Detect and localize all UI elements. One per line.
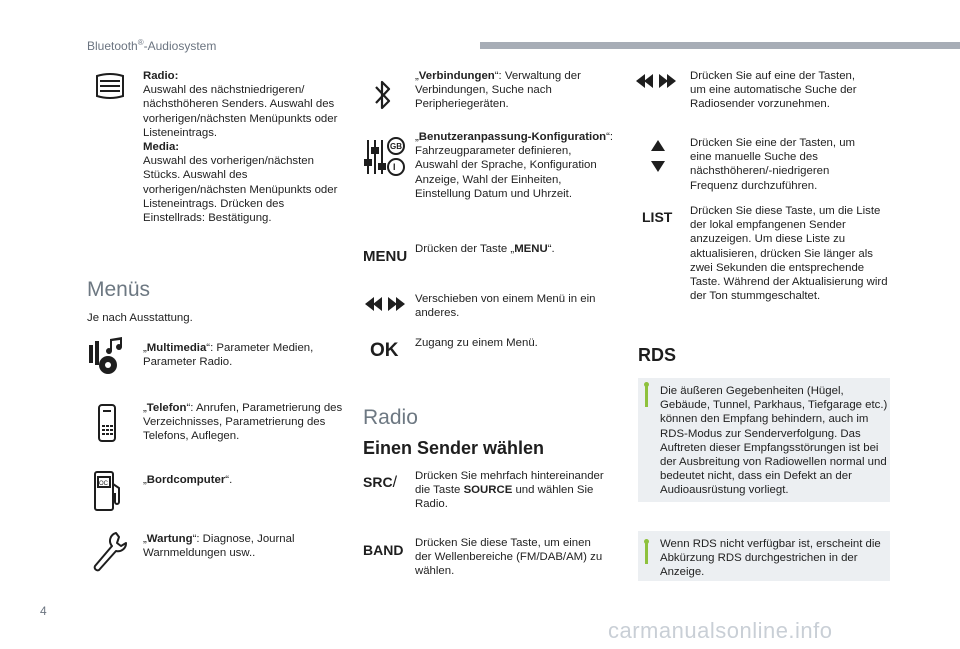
wartung-item: „Wartung“: Diagnose, Journal Warnmeldungen usw.. xyxy=(143,533,295,560)
info-icon xyxy=(645,385,648,407)
sender-heading: Einen Sender wählen xyxy=(363,438,545,458)
media-text: Auswahl des vorherigen/nächsten Stücks. Auswahl des vorherigen/nächsten Menüpunkts oder Listeneintrags. Drücken des Einstellrads: Bestätigung. xyxy=(143,155,338,225)
media-title: Media: xyxy=(143,141,180,154)
left-right-arrows-icon xyxy=(365,296,405,317)
radio-heading: Radio xyxy=(363,406,418,429)
radio-text: Auswahl des nächstniedrigeren/ nächsthöheren Senders. Auswahl des vorherigen/nächsten Menüpunkts oder Listeneintrags. xyxy=(143,84,338,139)
je-nach-text: Je nach Ausstattung. xyxy=(87,312,193,324)
fuel-pump-icon xyxy=(93,470,123,517)
manual-search-item: Drücken Sie eine der Tasten, um eine manuelle Suche des nächsthöheren/-niedrigeren Frequenz durchzuführen. xyxy=(690,137,856,192)
info-icon-dot xyxy=(644,539,649,544)
left-right-arrows-icon xyxy=(636,73,676,94)
bordcomputer-item: „Bordcomputer“. xyxy=(143,474,233,486)
scroll-wheel-icon xyxy=(94,73,126,104)
rds-heading: RDS xyxy=(638,345,677,365)
band-item: Drücken Sie diese Taste, um einen der Wellenbereiche (FM/DAB/AM) zu wählen. xyxy=(415,537,603,578)
watermark: carmanualsonline.info xyxy=(608,618,833,643)
ok-button: OK xyxy=(370,340,399,361)
page-number: 4 xyxy=(40,604,47,618)
auto-search-item: Drücken Sie auf eine der Tasten, um eine automatische Suche der Radiosender vorzunehmen. xyxy=(690,70,857,111)
music-note-icon xyxy=(86,335,130,382)
menus-heading: Menüs xyxy=(87,278,151,301)
svg-text:I: I xyxy=(393,162,396,172)
verschieben-item: Verschieben von einem Menü in ein anderes. xyxy=(415,293,596,320)
info-icon xyxy=(645,542,648,564)
bluetooth-icon xyxy=(372,78,394,117)
rds-note-1: Die äußeren Gegebenheiten (Hügel, Gebäude, Tunnel, Parkhaus, Tiefgarage etc.) können den Empfang behindern, auch im RDS-Modus zur Senderverfolgung. Das Auftreten dieser Empfangsstörungen ist bei der Ausbreitung von Radiowellen normal und bedeutet nicht, dass ein Defekt an der Audioausrüstung vorliegt. xyxy=(660,385,888,497)
list-item: Drücken Sie diese Taste, um die Liste der lokal empfangenen Sender anzuzeigen. Um diese Liste zu aktualisieren, drücken Sie länger als zwei Sekunden die entsprechende Taste. Während der Aktualisierung wird der Ton stummgeschaltet. xyxy=(690,205,888,303)
band-button: BAND xyxy=(363,542,404,558)
rds-note-box-2 xyxy=(638,531,890,581)
menu-item: Drücken der Taste „MENU“. xyxy=(415,243,555,255)
settings-sliders-icon xyxy=(363,136,407,183)
header-title: Bluetooth®-Audiosystem xyxy=(87,38,217,53)
benutzeranpassung-item: „Benutzeranpassung-Konfiguration“: Fahrzeugparameter definieren, Auswahl der Sprache, Konfiguration Anzeige, Wahl der Einheiten, Einstellung Datum und Uhrzeit. xyxy=(415,131,614,200)
radio-title: Radio: xyxy=(143,70,179,82)
up-down-arrows-icon xyxy=(651,140,665,177)
list-button: LIST xyxy=(642,209,673,225)
rds-note-2: Wenn RDS nicht verfügbar ist, erscheint die Abkürzung RDS durchgestrichen in der Anzeige. xyxy=(660,538,881,579)
phone-icon xyxy=(96,403,118,448)
svg-text:GB: GB xyxy=(390,142,402,151)
verbindungen-item: „Verbindungen“: Verwaltung der Verbindungen, Suche nach Peripheriegeräten. xyxy=(415,70,581,111)
multimedia-item: „Multimedia“: Parameter Medien, Parameter Radio. xyxy=(143,342,314,369)
header-bar xyxy=(480,42,960,49)
menu-button: MENU xyxy=(363,248,408,265)
rds-note-box xyxy=(638,378,890,502)
wrench-icon xyxy=(90,530,128,577)
src-item: Drücken Sie mehrfach hintereinander die Taste SOURCE und wählen Sie Radio. xyxy=(415,470,604,511)
telefon-item: „Telefon“: Anrufen, Parametrierung des Verzeichnisses, Parametrierung des Telefons, Auflegen. xyxy=(143,402,343,443)
svg-text:OC: OC xyxy=(99,481,108,487)
info-icon-dot xyxy=(644,382,649,387)
src-button: SRC/ xyxy=(363,474,398,491)
ok-item: Zugang zu einem Menü. xyxy=(415,337,538,349)
